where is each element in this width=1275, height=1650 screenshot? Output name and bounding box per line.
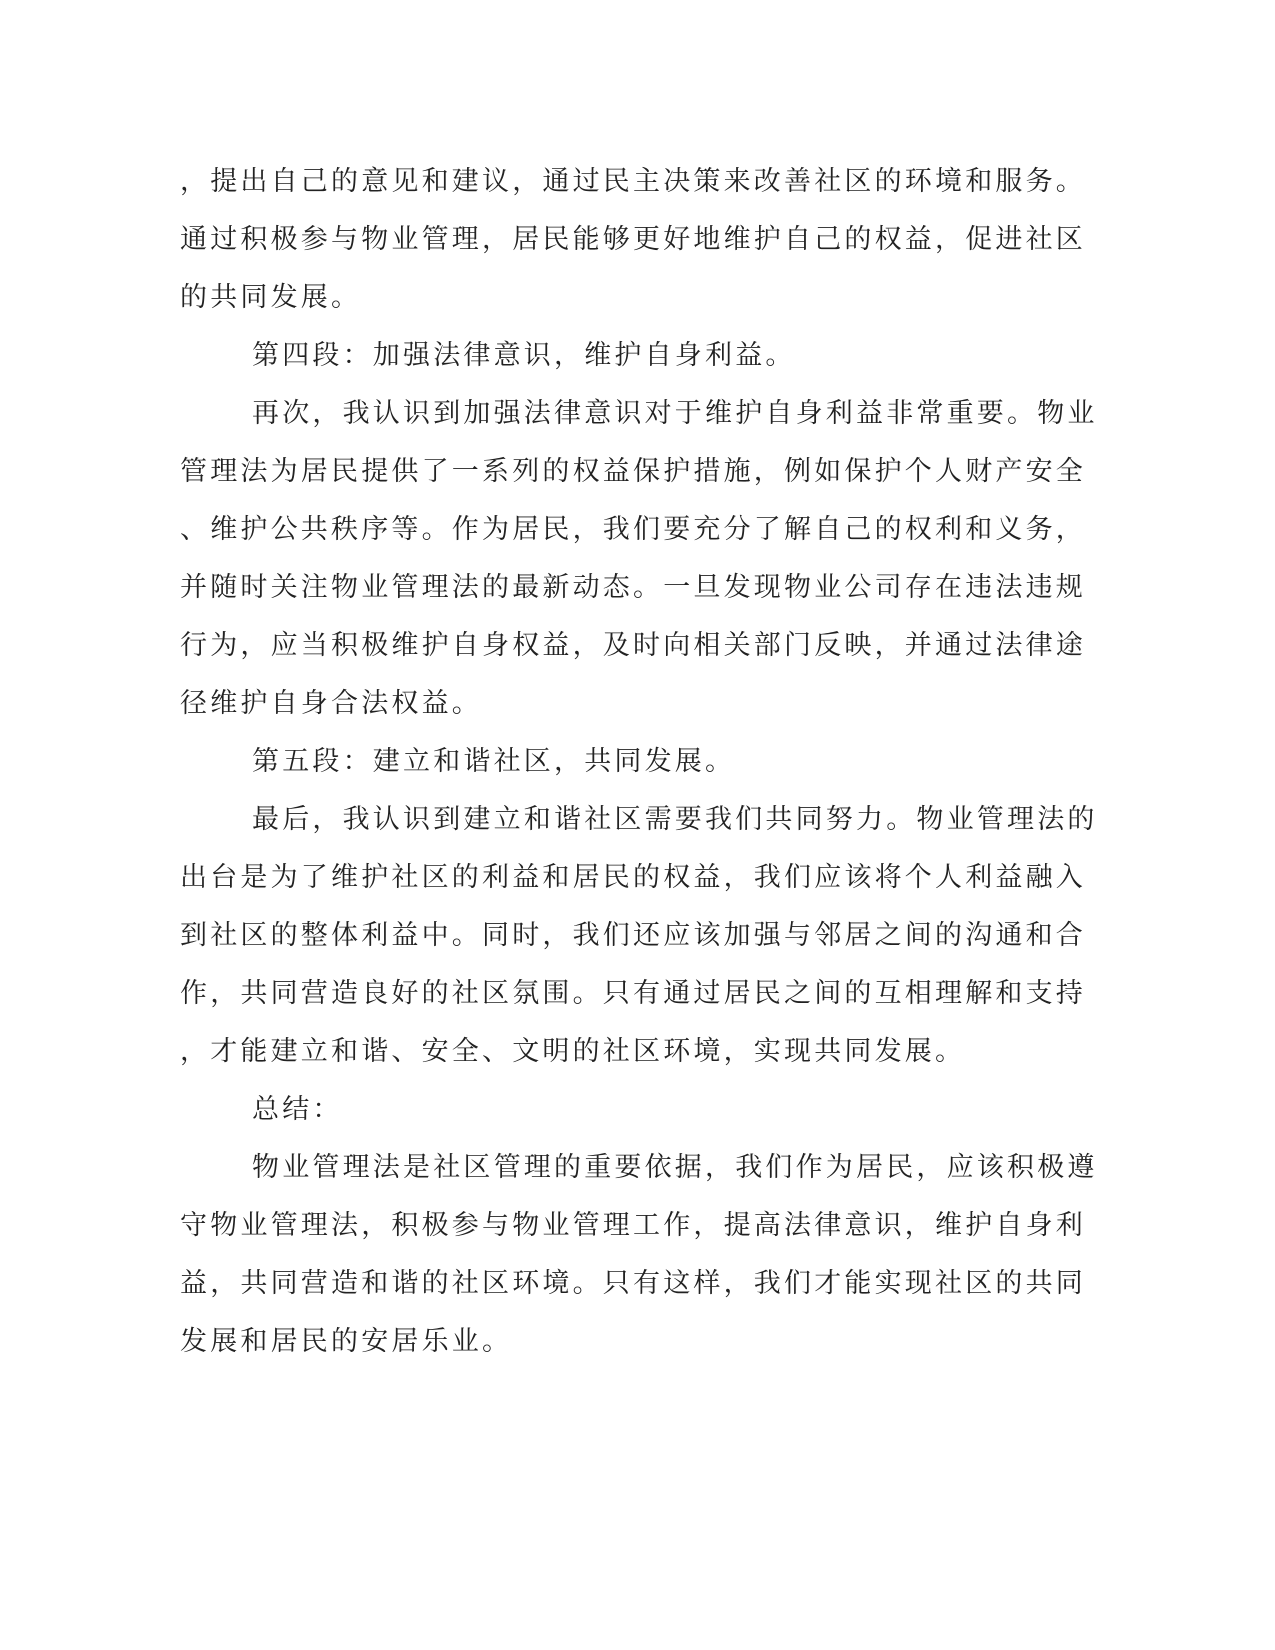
text-line: 发展和居民的安居乐业。 [180, 1326, 513, 1357]
text-line: 管理法为居民提供了一系列的权益保护措施，例如保护个人财产安全 [180, 456, 1086, 487]
text-line: 物业管理法是社区管理的重要依据，我们作为居民，应该积极遵 [252, 1152, 1098, 1183]
text-line: 最后，我认识到建立和谐社区需要我们共同努力。物业管理法的 [252, 804, 1098, 835]
text-line: 径维护自身合法权益。 [180, 688, 482, 719]
section-heading: 第四段：加强法律意识，维护自身利益。 [252, 340, 796, 371]
text-line: 再次，我认识到加强法律意识对于维护自身利益非常重要。物业 [252, 398, 1098, 429]
text-line: 并随时关注物业管理法的最新动态。一旦发现物业公司存在违法违规 [180, 572, 1086, 603]
section-heading: 总结： [252, 1094, 343, 1125]
text-line: 作，共同营造良好的社区氛围。只有通过居民之间的互相理解和支持 [180, 978, 1086, 1009]
text-line: 通过积极参与物业管理，居民能够更好地维护自己的权益，促进社区 [180, 224, 1086, 255]
text-line: ，才能建立和谐、安全、文明的社区环境，实现共同发展。 [180, 1036, 966, 1067]
text-line: 到社区的整体利益中。同时，我们还应该加强与邻居之间的沟通和合 [180, 920, 1086, 951]
section-heading: 第五段：建立和谐社区，共同发展。 [252, 746, 736, 777]
text-line: ，提出自己的意见和建议，通过民主决策来改善社区的环境和服务。 [180, 166, 1086, 197]
text-line: 行为，应当积极维护自身权益，及时向相关部门反映，并通过法律途 [180, 630, 1086, 661]
text-line: 守物业管理法，积极参与物业管理工作，提高法律意识，维护自身利 [180, 1210, 1086, 1241]
text-line: 出台是为了维护社区的利益和居民的权益，我们应该将个人利益融入 [180, 862, 1086, 893]
text-line: 的共同发展。 [180, 282, 362, 313]
text-line: 、维护公共秩序等。作为居民，我们要充分了解自己的权利和义务， [180, 514, 1086, 545]
text-line: 益，共同营造和谐的社区环境。只有这样，我们才能实现社区的共同 [180, 1268, 1086, 1299]
